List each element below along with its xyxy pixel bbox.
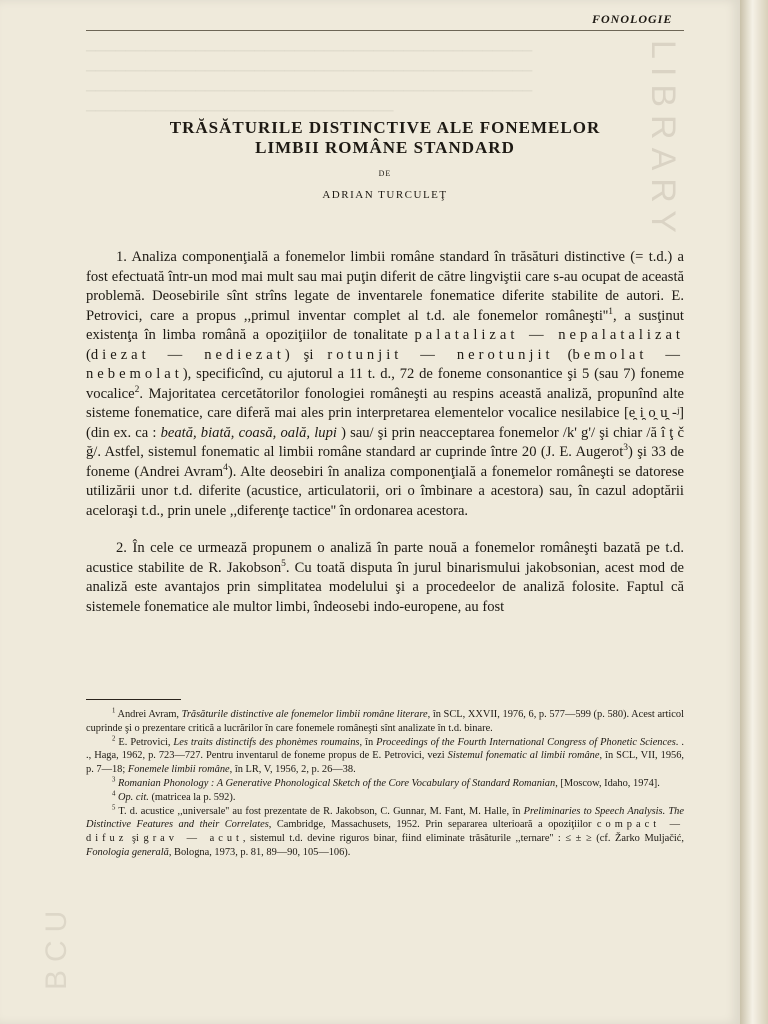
footnote-4: $^4$ Op. cit. (matricea la p. 592).: [112, 790, 236, 803]
running-head: FONOLOGIE: [592, 12, 673, 26]
bleed-through-text: ───────────────────────────────────────────── ───────────────────────────────────────────── ───────────────────────────────────────────── ───────────────────────────────: [86, 44, 533, 119]
footnote-ref-3: 3: [623, 443, 629, 454]
footnote-ref-2: 2: [134, 384, 140, 395]
spaced-term: rotunjit — nerotunjit: [327, 346, 554, 363]
spaced-term: diezat — nediezat: [90, 346, 285, 363]
byline-de: DE: [378, 169, 392, 178]
spaced-term: palatalizat — nepalatalizat: [414, 327, 684, 343]
footnote-rule: [86, 699, 181, 700]
title-line-1: TRĂSĂTURILE DISTINCTIVE ALE FONEMELOR: [169, 118, 601, 137]
article-title: [86, 118, 684, 158]
footnote-3: $^3$ Romanian Phonology : A Generative Phonological Sketch of the Core Vocabulary of Standard Romanian, [Moscow, Idaho, 1974].: [112, 776, 660, 789]
example-words: beată, biată, coasă, oală, lupi: [160, 424, 337, 441]
bcu-watermark: BCU: [40, 902, 73, 990]
spaced-term: bemolat — nebemolat: [86, 346, 684, 382]
library-watermark: LIBRARY: [644, 40, 682, 241]
paragraph-2: 2. În cele ce urmează propunem o analiză în parte nouă a fonemelor româneşti bazată pe t.d. acustice stabilite de R. Jakobson$^5$. Cu toată disputa în jurul binarismului jakobsonian, acest mod de analiză este avantajos prin simplitatea modelului şi a procedeelor de analiză folosite. Faptul că sistemele fonematice ale multor limbi, îndeosebi indo-europene, au fost: [86, 540, 684, 615]
book-spine-edge: [740, 0, 768, 1024]
footnote-ref-4: 4: [223, 462, 228, 473]
footnote-ref-5: 5: [281, 558, 286, 569]
paragraph-1: 1. Analiza componenţială a fonemelor limbii române standard în trăsături distinctive (= t.d.) a fost efectuată într-un mod mai mult sau mai puţin diferit de către lingviştii care s-au ocupat de această problemă. Deosebirile sînt strîns legate de inventarele fonematice diferite stabilite de autori. E. Petrovici, care a propus ,,primul inventar complet al t.d. ale fonemelor $româneşti''^1$, a susţinut existenţa în limba română a opoziţiilor de tonalitate palatalizat — nepalatalizat (diezat — nediezat) şi rotunjit — nerotunjit (bemolat — nebemolat), specificînd, cu ajutorul a 11 t. d., 72 de foneme consonantice şi 5 (sau 7) foneme vocalice$^2$. Majoritatea cercetătorilor fonologiei româneşti au respins această analiză, propunînd alte sisteme fonematice, care diferă mai ales prin interpretarea elementelor vocalice nesilabice [e̯ i̯ o̯ u̯ -ʲ] (din ex. ca : beată, biată, coasă, oală, lupi ) sau/ şi prin neacceptarea fonemelor /k' g'/ şi chiar /ă î ţ č ğ/. Astfel, sistemul fonematic al limbii române standard ar cuprinde între 20 (J. E. Augerot$^3$) şi 33 de foneme (Andrei Avram$^4$). Alte deosebiri în analiza componenţială a fonemelor româneşti se datorese utilizării unor t.d. diferite (acustice, articulatorii, ori o îmbinare a acestora) sau, în cazul adoptării aceloraşi t.d., prin unele ,,diferenţe tactice'' în ordonarea acestora.: [86, 249, 684, 519]
title-line-2: LIMBII ROMÂNE STANDARD: [255, 138, 515, 157]
author-name: ADRIAN TURCULEŢ: [322, 189, 448, 201]
footnote-ref-1: 1: [608, 306, 613, 317]
footnote-5: $^5$ T. d. acustice ,,universale'' au fost prezentate de R. Jakobson, C. Gunnar, M. Fant, M. Halle, în Preliminaries to Speech Analysis. The Distinctive Features and their Correlates, Cambridge, Massachusets, 1952. Prin separarea ulterioară a opoziţiilor compact — difuz şi grav — acut, sistemul t.d. devine riguros binar, fiind eliminate trăsăturile ,,ternare'' : ≤ ± ≥ (cf. Žarko Muljačić, Fonologia generală, Bologna, 1973, p. 81, 89—90, 105—106).: [86, 804, 684, 858]
footnote-1: $^1$ Andrei Avram, Trăsăturile distinctive ale fonemelor limbii române literare, în SCL, XXVII, 1976, 6, p. 577—599 (p. 580). Acest articol cuprinde şi o prezentare critică a lucrărilor în care fonemele româneşti sînt analizate în t.d. binare.: [86, 707, 684, 734]
header-rule: [86, 30, 684, 31]
footnote-2: $^2$ E. Petrovici, Les traits distinctifs des phonèmes roumains, în Proceedings of the Fourth International Congress of Phonetic Sciences. . ., Haga, 1962, p. 723—727. Pentru inventarul de foneme propus de E. Petrovici, vezi Sistemul fonematic al limbii române, în SCL, VII, 1956, p. 7—18; Fonemele limbii române, în LR, V, 1956, 2, p. 26—38.: [86, 735, 685, 776]
article-body: [86, 248, 684, 617]
footnotes: [86, 708, 684, 860]
